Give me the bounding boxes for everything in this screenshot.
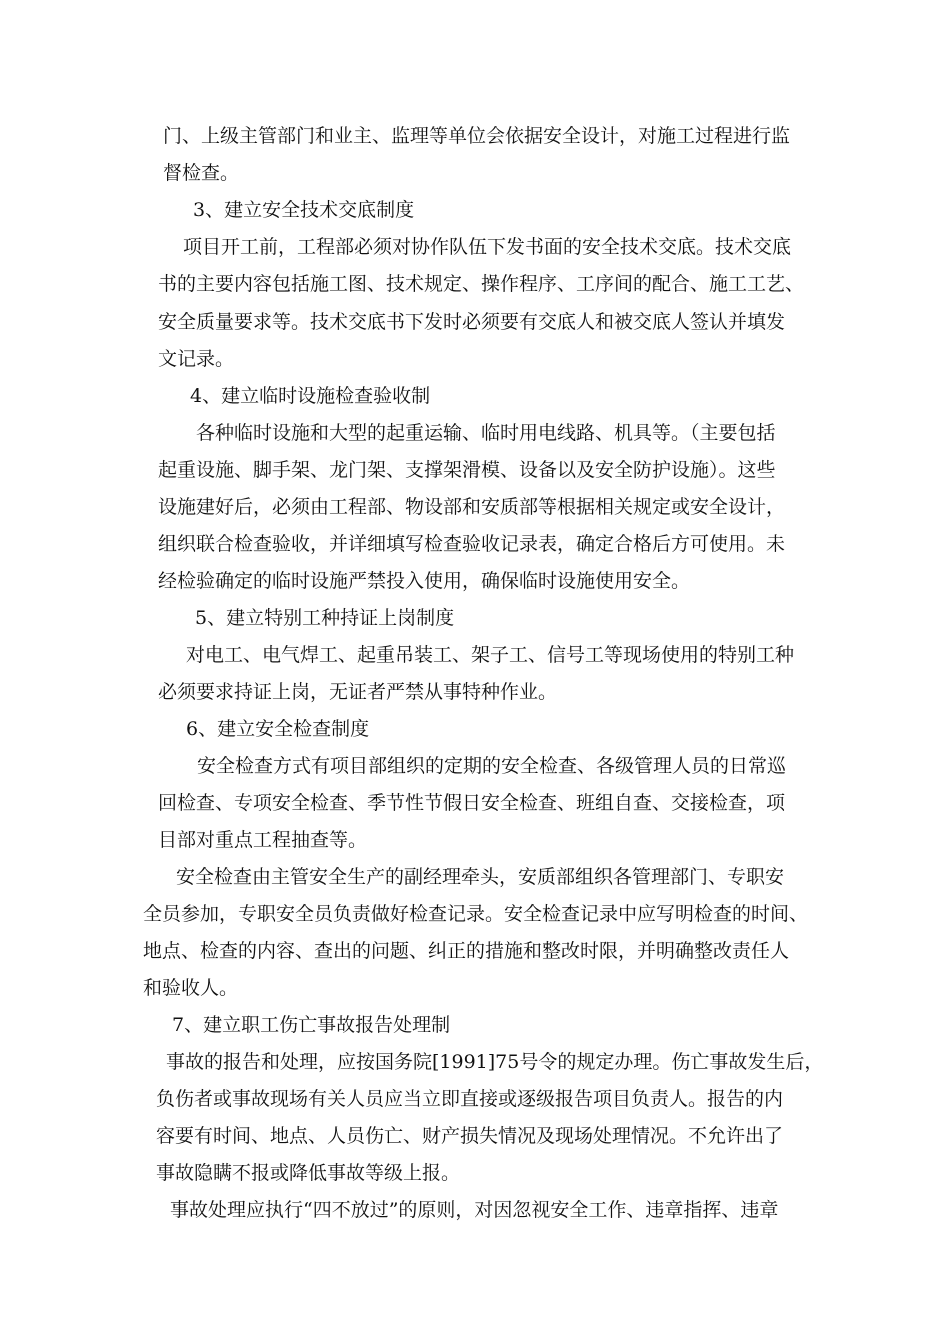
text-line: 事故处理应执行“四不放过”的原则，对因忽视安全工作、违章指挥、违章 xyxy=(170,1199,779,1221)
text-line: 组织联合检查验收，并详细填写检查验收记录表，确定合格后方可使用。未 xyxy=(158,533,786,555)
text-line: 门、上级主管部门和业主、监理等单位会依据安全设计，对施工过程进行监 xyxy=(163,125,791,147)
section-heading: 5、建立特别工种持证上岗制度 xyxy=(195,607,455,629)
text-line: 起重设施、脚手架、龙门架、支撑架滑模、设备以及安全防护设施）。这些 xyxy=(158,459,776,481)
text-line: 安全检查方式有项目部组织的定期的安全检查、各级管理人员的日常巡 xyxy=(197,755,787,777)
section-heading: 4、建立临时设施检查验收制 xyxy=(190,385,431,407)
text-line: 项目开工前，工程部必须对协作队伍下发书面的安全技术交底。技术交底 xyxy=(183,236,792,258)
text-line: 安全检查由主管安全生产的副经理牵头，安质部组织各管理部门、专职安 xyxy=(176,866,785,888)
text-line: 容要有时间、地点、人员伤亡、财产损失情况及现场处理情况。不允许出了 xyxy=(156,1125,784,1147)
text-line: 文记录。 xyxy=(158,348,235,370)
text-line: 事故的报告和处理，应按国务院[1991]75号令的规定办理。伤亡事故发生后， xyxy=(166,1051,824,1073)
section-heading: 3、建立安全技术交底制度 xyxy=(193,199,415,221)
text-line: 目部对重点工程抽查等。 xyxy=(158,829,368,851)
text-line: 全员参加，专职安全员负责做好检查记录。安全检查记录中应写明检查的时间、 xyxy=(143,903,809,925)
section-heading: 7、建立职工伤亡事故报告处理制 xyxy=(172,1014,451,1036)
text-line: 设施建好后，必须由工程部、物设部和安质部等根据相关规定或安全设计， xyxy=(158,496,786,518)
text-line: 经检验确定的临时设施严禁投入使用，确保临时设施使用安全。 xyxy=(158,570,691,592)
text-line: 必须要求持证上岗，无证者严禁从事特种作业。 xyxy=(158,681,558,703)
section-heading: 6、建立安全检查制度 xyxy=(186,718,370,740)
text-line: 地点、检查的内容、查出的问题、纠正的措施和整改时限，并明确整改责任人 xyxy=(143,940,790,962)
text-line: 负伤者或事故现场有关人员应当立即直接或逐级报告项目负责人。报告的内 xyxy=(156,1088,784,1110)
text-line: 事故隐瞒不报或降低事故等级上报。 xyxy=(156,1162,461,1184)
text-line: 各种临时设施和大型的起重运输、临时用电线路、机具等。（主要包括 xyxy=(196,422,776,444)
text-line: 和验收人。 xyxy=(143,977,239,999)
text-line: 对电工、电气焊工、起重吊装工、架子工、信号工等现场使用的特别工种 xyxy=(186,644,795,666)
text-line: 书的主要内容包括施工图、技术规定、操作程序、工序间的配合、施工工艺、 xyxy=(158,273,805,295)
text-line: 安全质量要求等。技术交底书下发时必须要有交底人和被交底人签认并填发 xyxy=(158,311,786,333)
text-line: 督检查。 xyxy=(163,162,240,184)
text-line: 回检查、专项安全检查、季节性节假日安全检查、班组自查、交接检查，项 xyxy=(158,792,786,814)
